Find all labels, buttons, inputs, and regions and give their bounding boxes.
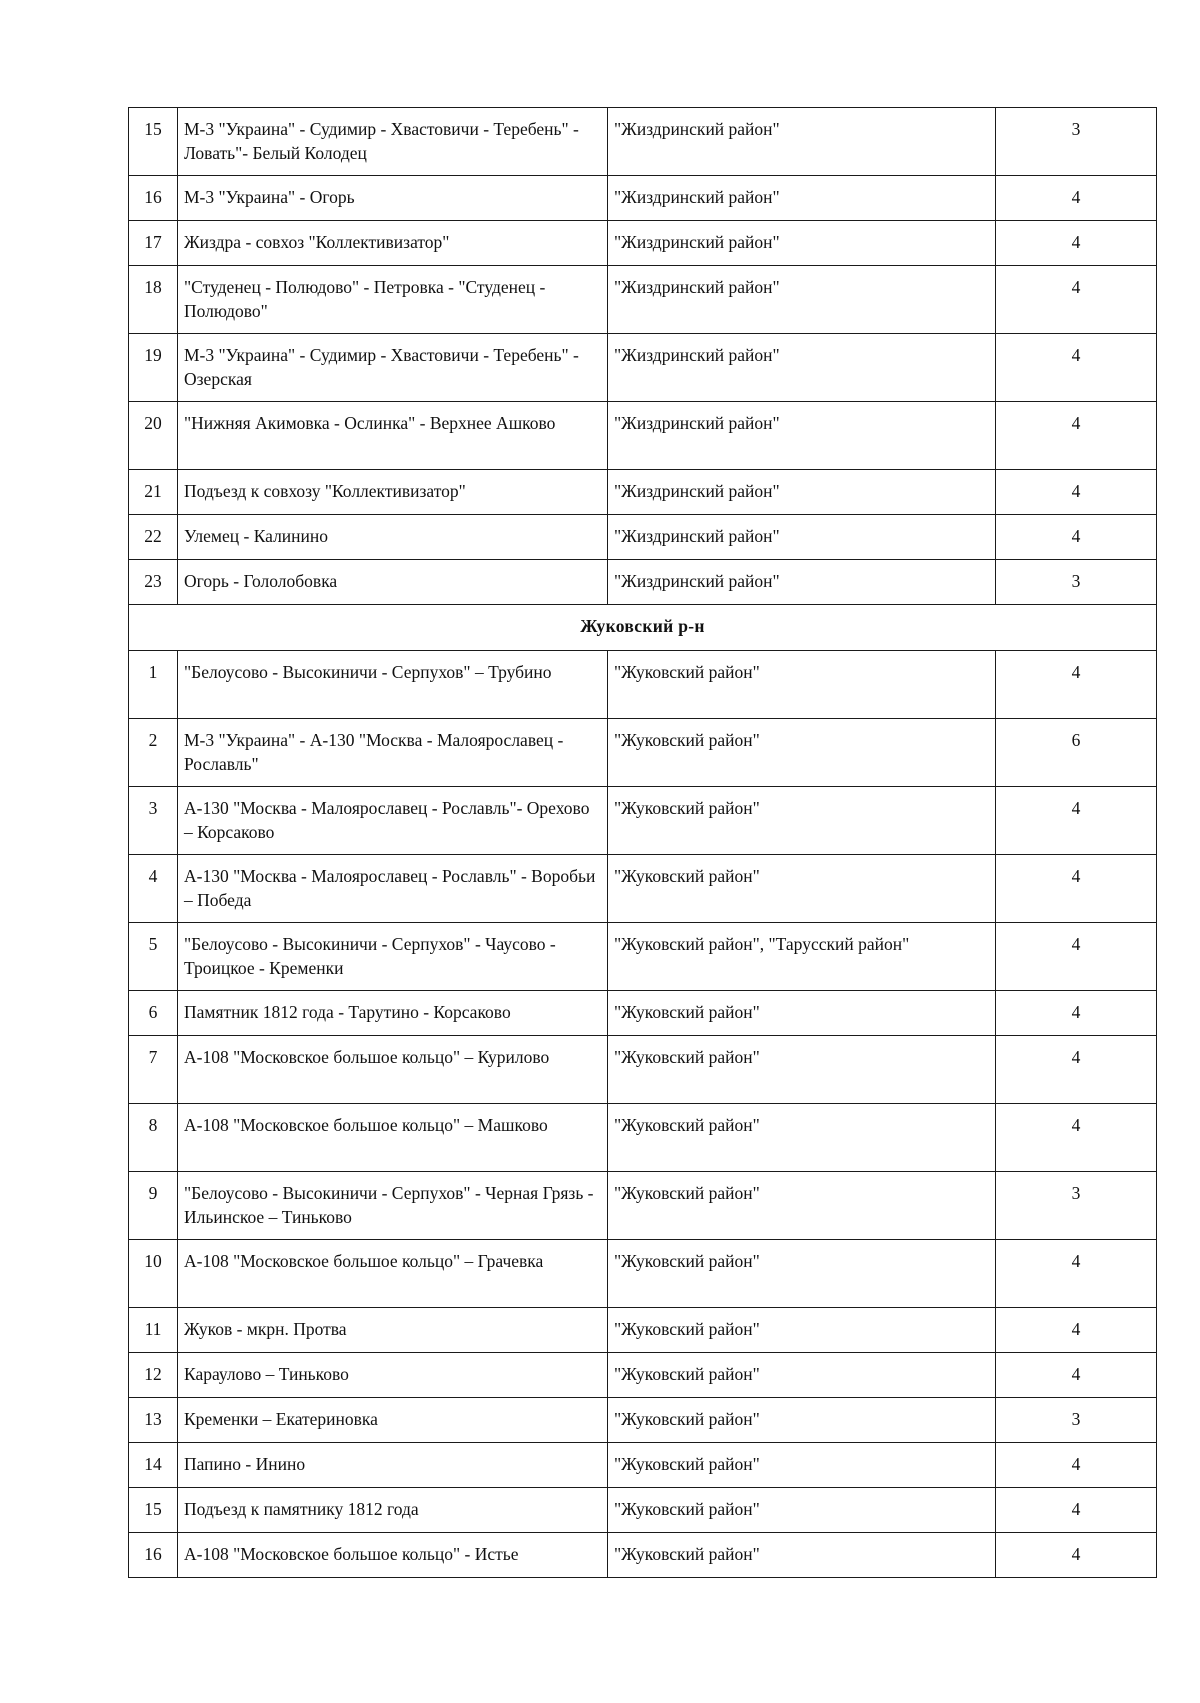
road-category: 4 bbox=[996, 221, 1157, 266]
row-number: 23 bbox=[129, 560, 178, 605]
owner-district: "Жиздринский район" bbox=[608, 221, 996, 266]
owner-district: "Жуковский район" bbox=[608, 1443, 996, 1488]
owner-district: "Жуковский район" bbox=[608, 1036, 996, 1104]
road-category: 4 bbox=[996, 1443, 1157, 1488]
road-name: М-3 "Украина" - Судимир - Хвастовичи - Теребень" - Озерская bbox=[178, 334, 608, 402]
table-row bbox=[129, 651, 1157, 719]
road-category: 4 bbox=[996, 855, 1157, 923]
road-name: "Студенец - Полюдово" - Петровка - "Студенец - Полюдово" bbox=[178, 266, 608, 334]
road-name: М-3 "Украина" - Огорь bbox=[178, 176, 608, 221]
road-name: Памятник 1812 года - Тарутино - Корсаково bbox=[178, 991, 608, 1036]
owner-district: "Жиздринский район" bbox=[608, 560, 996, 605]
table-row bbox=[129, 1104, 1157, 1172]
owner-district: "Жуковский район" bbox=[608, 1172, 996, 1240]
row-number: 13 bbox=[129, 1398, 178, 1443]
table-row bbox=[129, 334, 1157, 402]
table-row bbox=[129, 1240, 1157, 1308]
road-name: А-130 "Москва - Малоярославец - Рославль"- Орехово – Корсаково bbox=[178, 787, 608, 855]
table-row bbox=[129, 176, 1157, 221]
road-name: М-3 "Украина" - Судимир - Хвастовичи - Теребень" - Ловать"- Белый Колодец bbox=[178, 108, 608, 176]
road-name: Кременки – Екатериновка bbox=[178, 1398, 608, 1443]
road-category: 4 bbox=[996, 1036, 1157, 1104]
owner-district: "Жуковский район" bbox=[608, 855, 996, 923]
road-name: "Белоусово - Высокиничи - Серпухов" - Черная Грязь - Ильинское – Тиньково bbox=[178, 1172, 608, 1240]
road-name: Улемец - Калинино bbox=[178, 515, 608, 560]
owner-district: "Жуковский район" bbox=[608, 1104, 996, 1172]
road-name: А-130 "Москва - Малоярославец - Рославль" - Воробьи – Победа bbox=[178, 855, 608, 923]
road-category: 3 bbox=[996, 1172, 1157, 1240]
row-number: 19 bbox=[129, 334, 178, 402]
table-row bbox=[129, 221, 1157, 266]
row-number: 7 bbox=[129, 1036, 178, 1104]
road-name: "Белоусово - Высокиничи - Серпухов" – Трубино bbox=[178, 651, 608, 719]
row-number: 16 bbox=[129, 176, 178, 221]
owner-district: "Жуковский район" bbox=[608, 719, 996, 787]
row-number: 5 bbox=[129, 923, 178, 991]
road-category: 6 bbox=[996, 719, 1157, 787]
road-category: 3 bbox=[996, 560, 1157, 605]
owner-district: "Жиздринский район" bbox=[608, 515, 996, 560]
owner-district: "Жуковский район" bbox=[608, 787, 996, 855]
road-category: 4 bbox=[996, 470, 1157, 515]
row-number: 2 bbox=[129, 719, 178, 787]
row-number: 14 bbox=[129, 1443, 178, 1488]
row-number: 8 bbox=[129, 1104, 178, 1172]
road-category: 4 bbox=[996, 1240, 1157, 1308]
row-number: 12 bbox=[129, 1353, 178, 1398]
row-number: 16 bbox=[129, 1533, 178, 1578]
table-row bbox=[129, 787, 1157, 855]
road-name: А-108 "Московское большое кольцо" – Курилово bbox=[178, 1036, 608, 1104]
road-category: 3 bbox=[996, 1398, 1157, 1443]
road-name: М-3 "Украина" - А-130 "Москва - Малоярославец - Рославль" bbox=[178, 719, 608, 787]
section-header-row bbox=[129, 605, 1157, 651]
row-number: 20 bbox=[129, 402, 178, 470]
row-number: 18 bbox=[129, 266, 178, 334]
table-row bbox=[129, 560, 1157, 605]
row-number: 15 bbox=[129, 1488, 178, 1533]
road-category: 4 bbox=[996, 402, 1157, 470]
road-name: А-108 "Московское большое кольцо" – Машково bbox=[178, 1104, 608, 1172]
road-name: Папино - Инино bbox=[178, 1443, 608, 1488]
owner-district: "Жуковский район" bbox=[608, 1398, 996, 1443]
road-category: 4 bbox=[996, 787, 1157, 855]
owner-district: "Жуковский район" bbox=[608, 651, 996, 719]
table-row bbox=[129, 515, 1157, 560]
table-row bbox=[129, 1353, 1157, 1398]
table-row bbox=[129, 855, 1157, 923]
table-row bbox=[129, 1398, 1157, 1443]
road-name: А-108 "Московское большое кольцо" – Грачевка bbox=[178, 1240, 608, 1308]
road-category: 4 bbox=[996, 176, 1157, 221]
owner-district: "Жуковский район" bbox=[608, 1353, 996, 1398]
table-row bbox=[129, 1172, 1157, 1240]
table-row bbox=[129, 923, 1157, 991]
owner-district: "Жиздринский район" bbox=[608, 176, 996, 221]
row-number: 3 bbox=[129, 787, 178, 855]
row-number: 4 bbox=[129, 855, 178, 923]
row-number: 1 bbox=[129, 651, 178, 719]
row-number: 21 bbox=[129, 470, 178, 515]
table-row bbox=[129, 1488, 1157, 1533]
section-title: Жуковский р-н bbox=[129, 605, 1157, 651]
row-number: 6 bbox=[129, 991, 178, 1036]
road-name: Подъезд к памятнику 1812 года bbox=[178, 1488, 608, 1533]
road-category: 4 bbox=[996, 651, 1157, 719]
road-name: Жуков - мкрн. Протва bbox=[178, 1308, 608, 1353]
road-category: 4 bbox=[996, 334, 1157, 402]
roads-table-body bbox=[129, 108, 1157, 1578]
table-row bbox=[129, 719, 1157, 787]
owner-district: "Жиздринский район" bbox=[608, 108, 996, 176]
road-name: А-108 "Московское большое кольцо" - Истье bbox=[178, 1533, 608, 1578]
row-number: 15 bbox=[129, 108, 178, 176]
row-number: 22 bbox=[129, 515, 178, 560]
table-row bbox=[129, 1443, 1157, 1488]
owner-district: "Жиздринский район" bbox=[608, 402, 996, 470]
owner-district: "Жиздринский район" bbox=[608, 334, 996, 402]
table-row bbox=[129, 1533, 1157, 1578]
road-name: Подъезд к совхозу "Коллективизатор" bbox=[178, 470, 608, 515]
road-name: Караулово – Тиньково bbox=[178, 1353, 608, 1398]
table-row bbox=[129, 266, 1157, 334]
owner-district: "Жуковский район" bbox=[608, 1533, 996, 1578]
road-category: 3 bbox=[996, 108, 1157, 176]
road-category: 4 bbox=[996, 1104, 1157, 1172]
table-row bbox=[129, 1036, 1157, 1104]
road-category: 4 bbox=[996, 1308, 1157, 1353]
owner-district: "Жуковский район" bbox=[608, 1308, 996, 1353]
road-category: 4 bbox=[996, 923, 1157, 991]
road-name: Жиздра - совхоз "Коллективизатор" bbox=[178, 221, 608, 266]
owner-district: "Жуковский район" bbox=[608, 1488, 996, 1533]
road-category: 4 bbox=[996, 1533, 1157, 1578]
road-category: 4 bbox=[996, 1353, 1157, 1398]
road-name: "Нижняя Акимовка - Ослинка" - Верхнее Ашково bbox=[178, 402, 608, 470]
owner-district: "Жиздринский район" bbox=[608, 470, 996, 515]
owner-district: "Жиздринский район" bbox=[608, 266, 996, 334]
road-category: 4 bbox=[996, 266, 1157, 334]
row-number: 10 bbox=[129, 1240, 178, 1308]
road-category: 4 bbox=[996, 1488, 1157, 1533]
owner-district: "Жуковский район" bbox=[608, 1240, 996, 1308]
road-name: Огорь - Гололобовка bbox=[178, 560, 608, 605]
table-row bbox=[129, 1308, 1157, 1353]
roads-table bbox=[128, 107, 1157, 1578]
road-name: "Белоусово - Высокиничи - Серпухов" - Чаусово - Троицкое - Кременки bbox=[178, 923, 608, 991]
table-row bbox=[129, 991, 1157, 1036]
row-number: 9 bbox=[129, 1172, 178, 1240]
owner-district: "Жуковский район", "Тарусский район" bbox=[608, 923, 996, 991]
table-row bbox=[129, 470, 1157, 515]
table-row bbox=[129, 108, 1157, 176]
road-category: 4 bbox=[996, 991, 1157, 1036]
row-number: 11 bbox=[129, 1308, 178, 1353]
owner-district: "Жуковский район" bbox=[608, 991, 996, 1036]
road-category: 4 bbox=[996, 515, 1157, 560]
row-number: 17 bbox=[129, 221, 178, 266]
table-row bbox=[129, 402, 1157, 470]
